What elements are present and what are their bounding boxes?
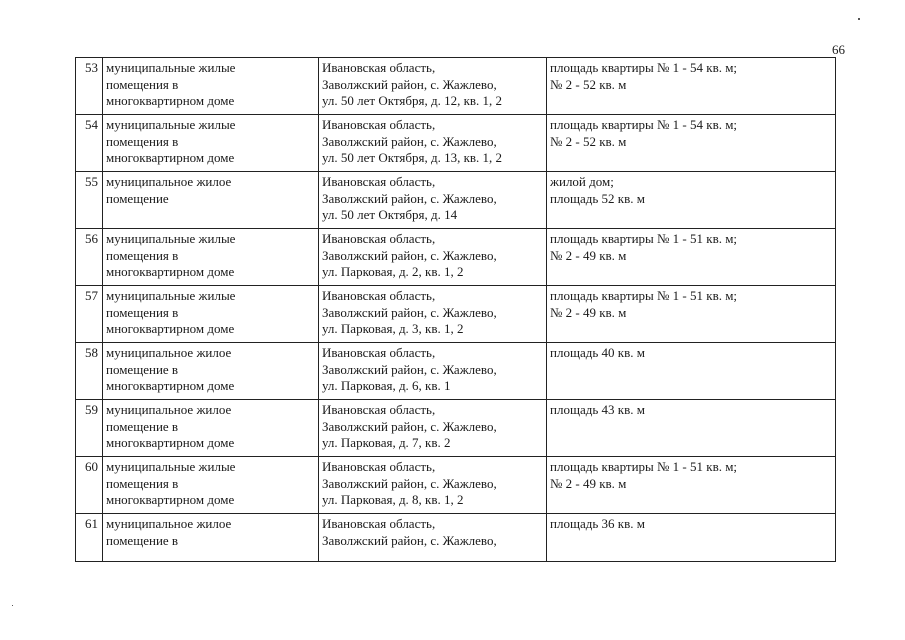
property-address: Ивановская область, Заволжский район, с. Жажлево, ул. Парковая, д. 7, кв. 2 bbox=[319, 400, 547, 457]
table-row bbox=[76, 229, 836, 286]
row-number: 53 bbox=[76, 58, 103, 115]
property-address: Ивановская область, Заволжский район, с. Жажлево, ул. 50 лет Октября, д. 14 bbox=[319, 172, 547, 229]
row-number: 54 bbox=[76, 115, 103, 172]
property-type: муниципальные жилые помещения в многоквартирном доме bbox=[103, 457, 319, 514]
property-characteristics: площадь квартиры № 1 - 51 кв. м; № 2 - 49 кв. м bbox=[547, 457, 836, 514]
property-characteristics: площадь квартиры № 1 - 54 кв. м; № 2 - 52 кв. м bbox=[547, 58, 836, 115]
property-table-body bbox=[76, 58, 836, 562]
scan-speck bbox=[12, 605, 13, 606]
row-number: 57 bbox=[76, 286, 103, 343]
property-characteristics: площадь квартиры № 1 - 51 кв. м; № 2 - 49 кв. м bbox=[547, 286, 836, 343]
row-number: 56 bbox=[76, 229, 103, 286]
property-characteristics: площадь 36 кв. м bbox=[547, 514, 836, 562]
row-number: 59 bbox=[76, 400, 103, 457]
table-row bbox=[76, 514, 836, 562]
table-row bbox=[76, 115, 836, 172]
property-table bbox=[75, 57, 836, 562]
row-number: 58 bbox=[76, 343, 103, 400]
property-type: муниципальные жилые помещения в многоквартирном доме bbox=[103, 115, 319, 172]
property-type: муниципальное жилое помещение bbox=[103, 172, 319, 229]
row-number: 61 bbox=[76, 514, 103, 562]
table-row bbox=[76, 343, 836, 400]
row-number: 60 bbox=[76, 457, 103, 514]
property-characteristics: площадь 43 кв. м bbox=[547, 400, 836, 457]
property-address: Ивановская область, Заволжский район, с. Жажлево, ул. Парковая, д. 2, кв. 1, 2 bbox=[319, 229, 547, 286]
page-number: 66 bbox=[832, 42, 845, 57]
property-characteristics: площадь 40 кв. м bbox=[547, 343, 836, 400]
property-type: муниципальное жилое помещение в bbox=[103, 514, 319, 562]
property-address: Ивановская область, Заволжский район, с. Жажлево, bbox=[319, 514, 547, 562]
table-row bbox=[76, 172, 836, 229]
property-characteristics: площадь квартиры № 1 - 54 кв. м; № 2 - 52 кв. м bbox=[547, 115, 836, 172]
scan-speck bbox=[858, 18, 860, 20]
property-address: Ивановская область, Заволжский район, с. Жажлево, ул. Парковая, д. 8, кв. 1, 2 bbox=[319, 457, 547, 514]
property-address: Ивановская область, Заволжский район, с. Жажлево, ул. 50 лет Октября, д. 12, кв. 1, 2 bbox=[319, 58, 547, 115]
property-characteristics: жилой дом; площадь 52 кв. м bbox=[547, 172, 836, 229]
property-address: Ивановская область, Заволжский район, с. Жажлево, ул. Парковая, д. 3, кв. 1, 2 bbox=[319, 286, 547, 343]
table-row bbox=[76, 400, 836, 457]
table-row bbox=[76, 286, 836, 343]
property-characteristics: площадь квартиры № 1 - 51 кв. м; № 2 - 49 кв. м bbox=[547, 229, 836, 286]
property-type: муниципальные жилые помещения в многоквартирном доме bbox=[103, 229, 319, 286]
property-type: муниципальные жилые помещения в многоквартирном доме bbox=[103, 58, 319, 115]
property-type: муниципальные жилые помещения в многоквартирном доме bbox=[103, 286, 319, 343]
row-number: 55 bbox=[76, 172, 103, 229]
table-row bbox=[76, 457, 836, 514]
property-type: муниципальное жилое помещение в многоквартирном доме bbox=[103, 343, 319, 400]
table-row bbox=[76, 58, 836, 115]
property-address: Ивановская область, Заволжский район, с. Жажлево, ул. 50 лет Октября, д. 13, кв. 1, 2 bbox=[319, 115, 547, 172]
property-type: муниципальное жилое помещение в многоквартирном доме bbox=[103, 400, 319, 457]
property-address: Ивановская область, Заволжский район, с. Жажлево, ул. Парковая, д. 6, кв. 1 bbox=[319, 343, 547, 400]
